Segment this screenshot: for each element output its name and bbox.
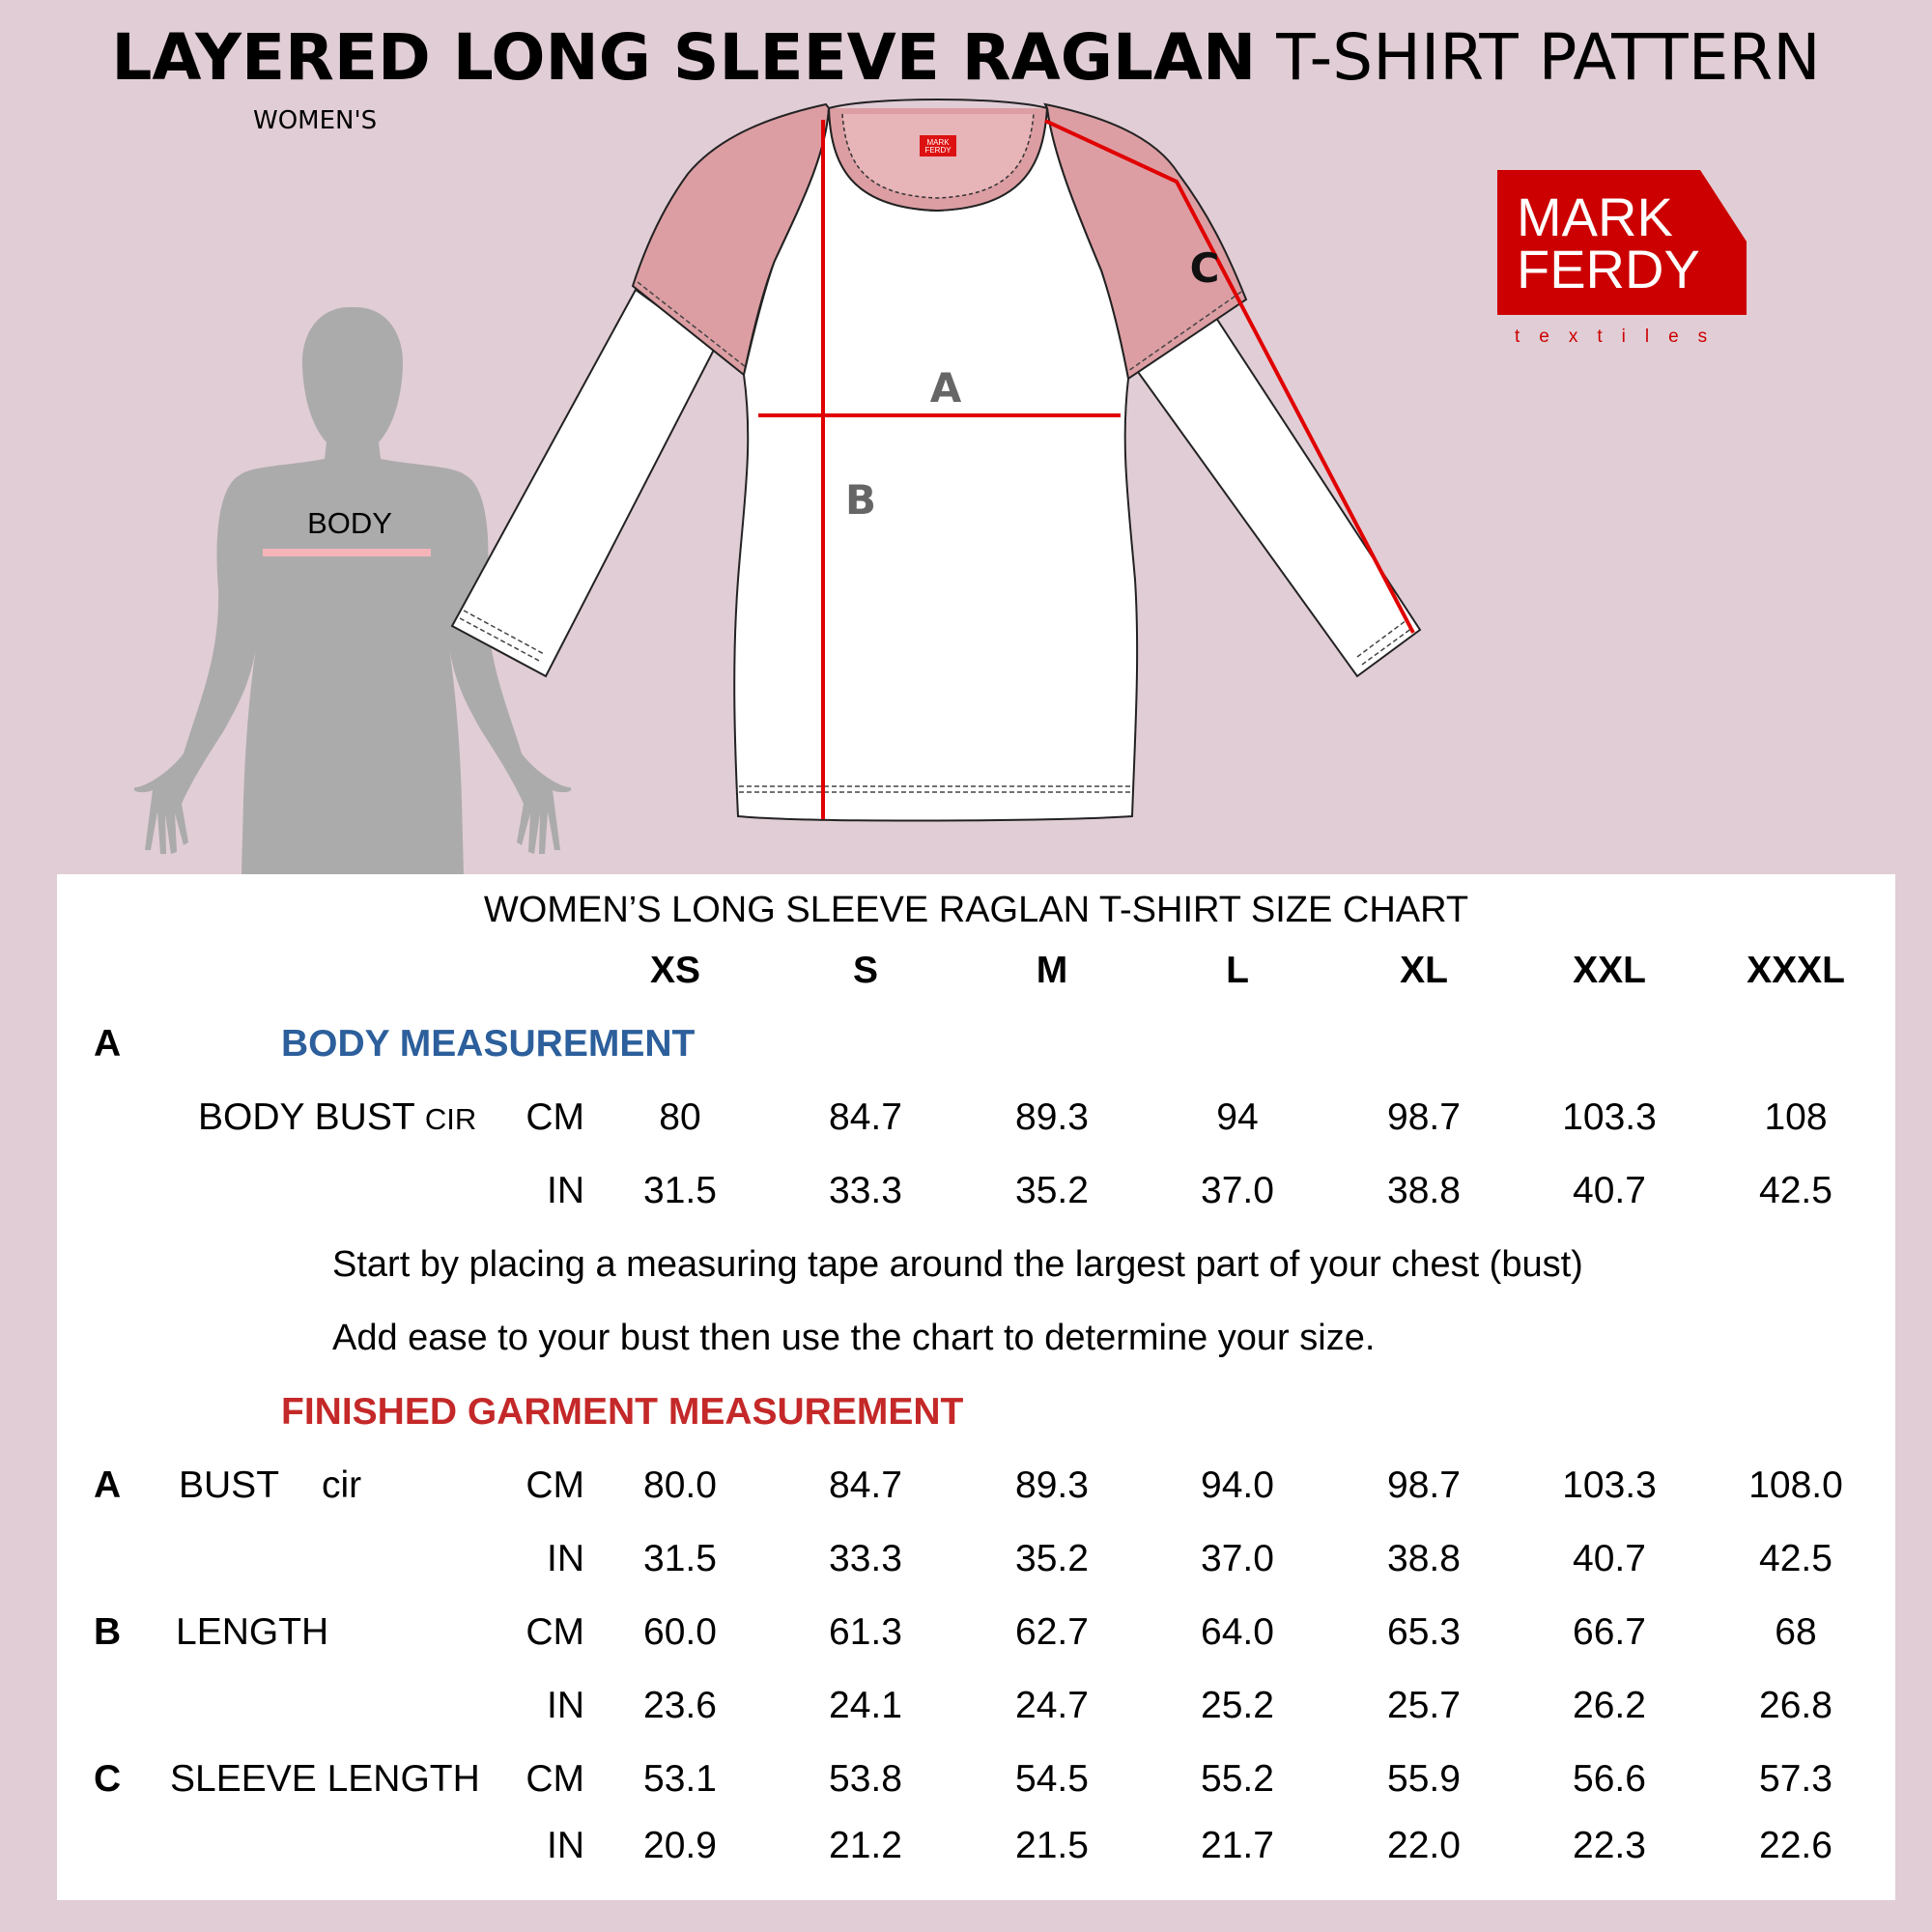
body-bust-label	[198, 1095, 476, 1142]
table-cell: 21.7	[1201, 1825, 1274, 1866]
table-cell: 38.8	[1387, 1538, 1461, 1579]
table-cell: 33.3	[829, 1170, 902, 1211]
size-header-xxxl: XXXL	[1747, 950, 1845, 991]
table-cell: 98.7	[1387, 1464, 1461, 1506]
garment-row-b-cm-unit: CM	[526, 1611, 584, 1653]
table-cell: 22.3	[1573, 1825, 1646, 1866]
table-cell: 54.5	[1015, 1758, 1089, 1800]
table-cell: 21.2	[829, 1825, 902, 1866]
table-cell: 26.8	[1759, 1685, 1833, 1726]
body-bust-cm-unit: CM	[526, 1096, 584, 1138]
label-b: B	[844, 476, 877, 524]
table-cell: 65.3	[1387, 1611, 1461, 1653]
garment-row-a-suffix: cir	[322, 1464, 362, 1506]
garment-row-a-in-unit: IN	[547, 1538, 584, 1579]
table-cell: 62.7	[1015, 1611, 1089, 1653]
title-bold: LAYERED LONG SLEEVE RAGLAN	[111, 20, 1257, 95]
table-cell: 61.3	[829, 1611, 902, 1653]
body-bust-line	[263, 549, 431, 556]
table-cell: 40.7	[1573, 1170, 1646, 1211]
table-cell: 94.0	[1201, 1464, 1274, 1506]
table-cell: 68	[1775, 1611, 1817, 1653]
label-a: A	[929, 364, 962, 412]
note-line-2: Add ease to your bust then use the chart to determine your size.	[332, 1318, 1376, 1358]
body-bust-label-main: BODY BUST	[198, 1096, 414, 1138]
table-cell: 80.0	[643, 1464, 717, 1506]
mark-ferdy-logo	[1497, 170, 1758, 354]
size-header-s: S	[852, 950, 879, 991]
table-cell: 94	[1216, 1096, 1259, 1138]
table-cell: 42.5	[1759, 1538, 1833, 1579]
table-cell: 56.6	[1573, 1758, 1646, 1800]
table-cell: 89.3	[1015, 1096, 1089, 1138]
table-cell: 80	[659, 1096, 701, 1138]
tshirt-drawing	[452, 99, 1420, 821]
body-label: BODY	[307, 506, 392, 540]
table-cell: 31.5	[643, 1538, 717, 1579]
table-cell: 21.5	[1015, 1825, 1089, 1866]
table-cell: 35.2	[1015, 1538, 1089, 1579]
table-cell: 103.3	[1562, 1464, 1657, 1506]
note-line-1: Start by placing a measuring tape around the largest part of your chest (bust)	[332, 1244, 1583, 1285]
table-cell: 38.8	[1387, 1170, 1461, 1211]
table-cell: 55.2	[1201, 1758, 1274, 1800]
table-cell: 53.1	[643, 1758, 717, 1800]
size-header-xs: XS	[649, 950, 701, 991]
table-cell: 84.7	[829, 1096, 902, 1138]
title-regular: T-SHIRT PATTERN	[1276, 20, 1821, 95]
size-header-m: M	[1036, 950, 1068, 991]
garment-row-b-in-unit: IN	[547, 1685, 584, 1726]
body-bust-in-unit: IN	[547, 1170, 584, 1211]
subtitle: WOMEN'S	[253, 106, 378, 135]
garment-row-a-cm-unit: CM	[526, 1464, 584, 1506]
table-cell: 37.0	[1201, 1538, 1274, 1579]
table-cell: 35.2	[1015, 1170, 1089, 1211]
neck-tag-line1: MARK	[926, 138, 950, 147]
size-header-l: L	[1226, 950, 1249, 991]
neck-tag-line2: FERDY	[924, 146, 952, 155]
garment-row-a-letter: A	[94, 1464, 122, 1506]
logo-line1: MARK	[1517, 186, 1673, 247]
table-cell: 25.2	[1201, 1685, 1274, 1726]
garment-row-c-cm-unit: CM	[526, 1758, 584, 1800]
label-c: C	[1189, 244, 1220, 292]
garment-illustration	[0, 0, 1932, 874]
size-header-xxl: XXL	[1573, 950, 1646, 991]
table-cell: 22.0	[1387, 1825, 1461, 1866]
table-cell: 37.0	[1201, 1170, 1274, 1211]
table-cell: 64.0	[1201, 1611, 1274, 1653]
table-cell: 60.0	[643, 1611, 717, 1653]
table-cell: 108	[1764, 1096, 1828, 1138]
table-cell: 89.3	[1015, 1464, 1089, 1506]
table-cell: 55.9	[1387, 1758, 1461, 1800]
table-cell: 31.5	[643, 1170, 717, 1211]
table-cell: 33.3	[829, 1538, 902, 1579]
logo-tagline: textiles	[1515, 327, 1727, 347]
table-cell: 84.7	[829, 1464, 902, 1506]
table-cell: 25.7	[1387, 1685, 1461, 1726]
table-cell: 108.0	[1748, 1464, 1843, 1506]
garment-row-b-label: LENGTH	[176, 1611, 329, 1653]
garment-row-c-label: SLEEVE LENGTH	[170, 1758, 480, 1800]
size-header-xl: XL	[1400, 950, 1448, 991]
table-cell: 53.8	[829, 1758, 902, 1800]
size-chart-panel	[57, 874, 1895, 1900]
left-long-sleeve	[452, 290, 715, 676]
garment-section-title: FINISHED GARMENT MEASUREMENT	[281, 1391, 964, 1433]
table-cell: 42.5	[1759, 1170, 1833, 1211]
garment-row-c-letter: C	[94, 1758, 122, 1800]
table-cell: 57.3	[1759, 1758, 1833, 1800]
table-cell: 23.6	[643, 1685, 717, 1726]
table-cell: 98.7	[1387, 1096, 1461, 1138]
table-cell: 20.9	[643, 1825, 717, 1866]
table-cell: 26.2	[1573, 1685, 1646, 1726]
body-section-letter: A	[94, 1023, 122, 1065]
logo-line2: FERDY	[1517, 239, 1700, 299]
table-cell: 103.3	[1562, 1096, 1657, 1138]
garment-row-b-letter: B	[94, 1611, 122, 1653]
table-cell: 66.7	[1573, 1611, 1646, 1653]
garment-row-c-in-unit: IN	[547, 1825, 584, 1866]
garment-row-a-label: BUST	[179, 1464, 280, 1506]
body-section-title: BODY MEASUREMENT	[281, 1023, 696, 1065]
chart-title: WOMEN’S LONG SLEEVE RAGLAN T-SHIRT SIZE CHART	[483, 890, 1469, 930]
table-cell: 22.6	[1759, 1825, 1833, 1866]
table-cell: 40.7	[1573, 1538, 1646, 1579]
table-cell: 24.7	[1015, 1685, 1089, 1726]
body-bust-label-suffix: CIR	[424, 1102, 477, 1136]
table-cell: 24.1	[829, 1685, 902, 1726]
